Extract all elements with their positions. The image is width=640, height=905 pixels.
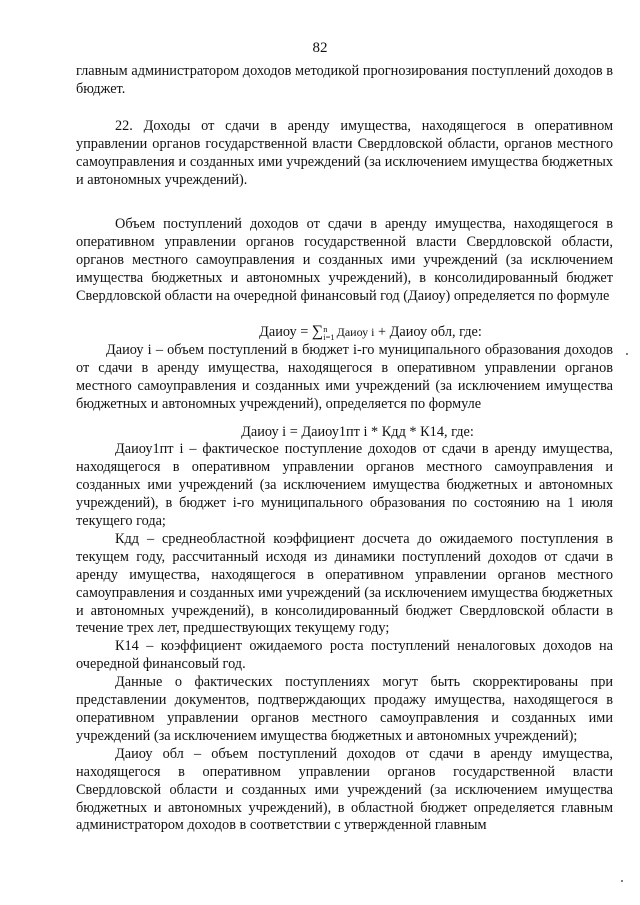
paragraph-volume-definition: Объем поступлений доходов от сдачи в аренду имущества, находящегося в оперативном управлении органов государственной власти Свердловской области, органов местного самоуправления и созданных ими учреждений (за исключением имущества бюджетных и автономных учреждений), в консолидированный бюджет Свердловской области на очередной финансовый год (Даиоу) определяется по формуле bbox=[76, 216, 613, 305]
paragraph-k14: К14 – коэффициент ожидаемого роста поступлений неналоговых доходов на очередной финансовый год. bbox=[76, 638, 613, 673]
sum-upper-limit: n bbox=[323, 323, 328, 334]
sum-term: Даиоу i bbox=[336, 324, 375, 339]
paragraph-daiou1pt: Даиоу1пт i – фактическое поступление доходов от сдачи в аренду имущества, находящегося в оперативном управлении органов местного самоуправления и созданных ими учреждений (за исключением имущества бюджетных и автономных учреждений), в бюджет i-го муниципального образования по состоянию на 1 июля текущего года; bbox=[76, 441, 613, 530]
formula-total-lhs: Даиоу = bbox=[259, 323, 312, 340]
paragraph-corrections: Данные о фактических поступлениях могут быть скорректированы при представлении документов, подтверждающих продажу имущества, находящегося в оперативном управлении органов местного самоуправления и созданных ими учреждений (за исключением имущества бюджетных и автономных учреждений); bbox=[76, 674, 613, 744]
sum-limits bbox=[323, 325, 334, 341]
paragraph-daiou-i: Даиоу i – объем поступлений в бюджет i-го муниципального образования доходов от сдачи в аренду имущества, находящегося в оперативном управлении органов местного самоуправления и созданных ими учреждений (за исключением имущества бюджетных и автономных учреждений), определяется по формуле bbox=[76, 341, 613, 412]
scan-speck bbox=[621, 880, 623, 882]
formula-municipal: Даиоу i = Даиоу1пт i * Кдд * К14, где: bbox=[241, 423, 474, 440]
formula-total-rest: + Даиоу обл, где: bbox=[374, 323, 482, 340]
scan-speck bbox=[626, 353, 628, 355]
paragraph-daiou-obl: Даиоу обл – объем поступлений доходов от сдачи в аренду имущества, находящегося в оперативном управлении органов государственной власти Свердловской области и созданных ими учреждений (за исключением имущества бюджетных и автономных учреждений), в областной бюджет определяется главным администратором доходов в соответствии с утвержденной главным bbox=[76, 745, 613, 834]
formula-total bbox=[76, 323, 613, 342]
document-body bbox=[76, 63, 613, 835]
page-number: 82 bbox=[312, 40, 328, 56]
sum-symbol: ∑ bbox=[311, 322, 324, 340]
paragraph-kdd: Кдд – среднеобластной коэффициент досчета до ожидаемого поступления в текущем году, рассчитанный исходя из динамики поступлений доходов от сдачи в аренду имущества, находящегося в оперативном управлении органов местного самоуправления и созданных ими учреждений (за исключением имущества бюджетных и автономных учреждений), в консолидированный бюджет Свердловской области в течение трех лет, предшествующих текущему году; bbox=[76, 530, 613, 637]
section-heading-22: 22. Доходы от сдачи в аренду имущества, находящегося в оперативном управлении органов государственной власти Свердловской области, органов местного самоуправления и созданных ими учреждений (за исключением имущества бюджетных и автономных учреждений). bbox=[76, 117, 613, 188]
sum-lower-limit: i=1 bbox=[323, 331, 335, 342]
paragraph-continuation: главным администратором доходов методикой прогнозирования поступлений доходов в бюджет. bbox=[76, 63, 613, 97]
